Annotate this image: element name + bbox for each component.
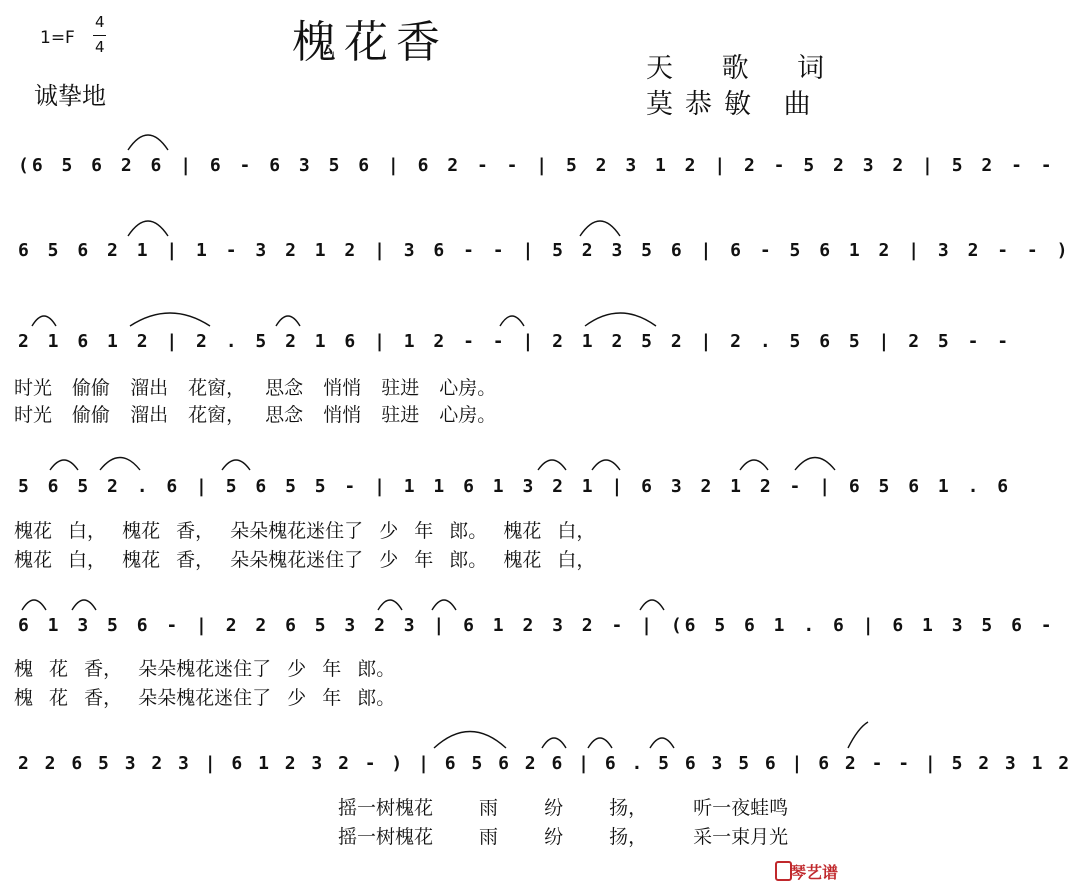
notes-text: 2 2 6 5 3 2 3 | 6 1 2 3 2 - ) | 6 5 6 2 6 | 6 . 5 6 3 5 6 | 6 2 - - | 5 2 3 1 2 (18, 753, 1071, 774)
lyric-line-verse-2: 槐 花 香， 朵朵槐花迷住了 少 年 郎。 (14, 687, 396, 709)
time-signature-bottom: 4 (95, 38, 105, 56)
notes-text: 5 6 5 2 . 6 | 5 6 5 5 - | 1 1 6 1 3 2 1 | 6 3 2 1 2 - | 6 5 6 1 . 6 (18, 476, 1012, 497)
song-title: 槐花香 (292, 17, 448, 68)
key-signature: 1=F (40, 28, 75, 48)
time-signature-top: 4 (95, 13, 105, 31)
expression-marking: 诚挚地 (34, 82, 106, 110)
lyric-line-verse-2: 槐花 白， 槐花 香， 朵朵槐花迷住了 少 年 郎。 槐花 白， (14, 549, 596, 571)
watermark-text: 琴艺谱 (790, 863, 839, 882)
composer-credit: 莫恭敏 曲 (646, 89, 823, 120)
lyric-line-verse-2: 时光 偷偷 溜出 花窗， 思念 悄悄 驻进 心房。 (14, 404, 497, 426)
notes-text: 6 1 3 5 6 - | 2 2 6 5 3 2 3 | 6 1 2 3 2 - | (6 5 6 1 . 6 | 6 1 3 5 6 - (18, 615, 1055, 636)
lyric-line-verse-1: 摇一树槐花 雨 纷 扬， 听一夜蛙鸣 (338, 797, 789, 819)
notes-text: 2 1 6 1 2 | 2 . 5 2 1 6 | 1 2 - - | 2 1 2 5 2 | 2 . 5 6 5 | 2 5 - - (18, 331, 1012, 352)
notes-text: 6 5 6 2 1 | 1 - 3 2 1 2 | 3 6 - - | 5 2 3 5 6 | 6 - 5 6 1 2 | 3 2 - - ) (18, 240, 1071, 261)
lyricist-credit: 天 歌 词 (646, 53, 837, 84)
lyric-line-verse-1: 槐 花 香， 朵朵槐花迷住了 少 年 郎。 (14, 658, 396, 680)
lyric-line-verse-2: 摇一树槐花 雨 纷 扬， 采一束月光 (338, 826, 789, 848)
lyric-line-verse-1: 时光 偷偷 溜出 花窗， 思念 悄悄 驻进 心房。 (14, 377, 497, 399)
lyric-line-verse-1: 槐花 白， 槐花 香， 朵朵槐花迷住了 少 年 郎。 槐花 白， (14, 520, 596, 542)
notes-text: (6 5 6 2 6 | 6 - 6 3 5 6 | 6 2 - - | 5 2 3 1 2 | 2 - 5 2 3 2 | 5 2 - - (18, 155, 1055, 176)
